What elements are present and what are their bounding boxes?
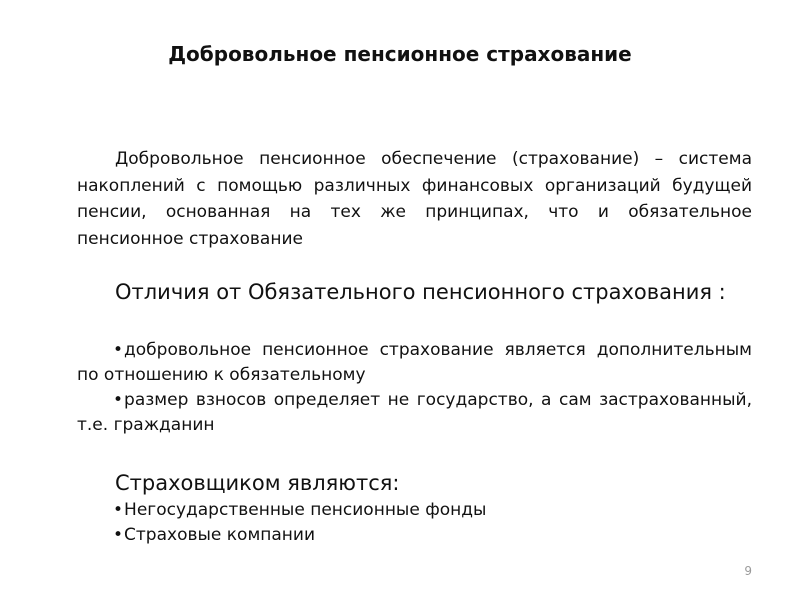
differences-list (77, 338, 752, 438)
page-number: 9 (744, 564, 752, 578)
bullet-icon: • (113, 500, 124, 520)
insurers-list (77, 498, 752, 548)
bullet-icon: • (113, 390, 124, 410)
insurers-heading: Страховщиком являются: (115, 471, 400, 495)
differences-item-text: размер взносов определяет не государство, а сам застрахованный, т.е. гражданин (77, 390, 752, 435)
differences-heading: Отличия от Обязательного пенсионного страхования : (115, 280, 726, 304)
insurers-list-item (77, 523, 752, 548)
differences-list-item (77, 388, 752, 438)
insurers-item-text: Негосударственные пенсионные фонды (124, 500, 487, 520)
differences-list-item (77, 338, 752, 388)
bullet-icon: • (113, 340, 124, 360)
insurers-item-text: Страховые компании (124, 525, 316, 545)
definition-paragraph: Добровольное пенсионное обеспечение (страхование) – система накоплений с помощью различных финансовых организаций будущей пенсии, основанная на тех же принципах, что и обязательное пенсионное страхование (77, 149, 752, 249)
insurers-list-item (77, 498, 752, 523)
bullet-icon: • (113, 525, 124, 545)
slide-title: Добровольное пенсионное страхование (168, 42, 632, 66)
differences-item-text: добровольное пенсионное страхование является дополнительным по отношению к обязательному (77, 340, 752, 385)
